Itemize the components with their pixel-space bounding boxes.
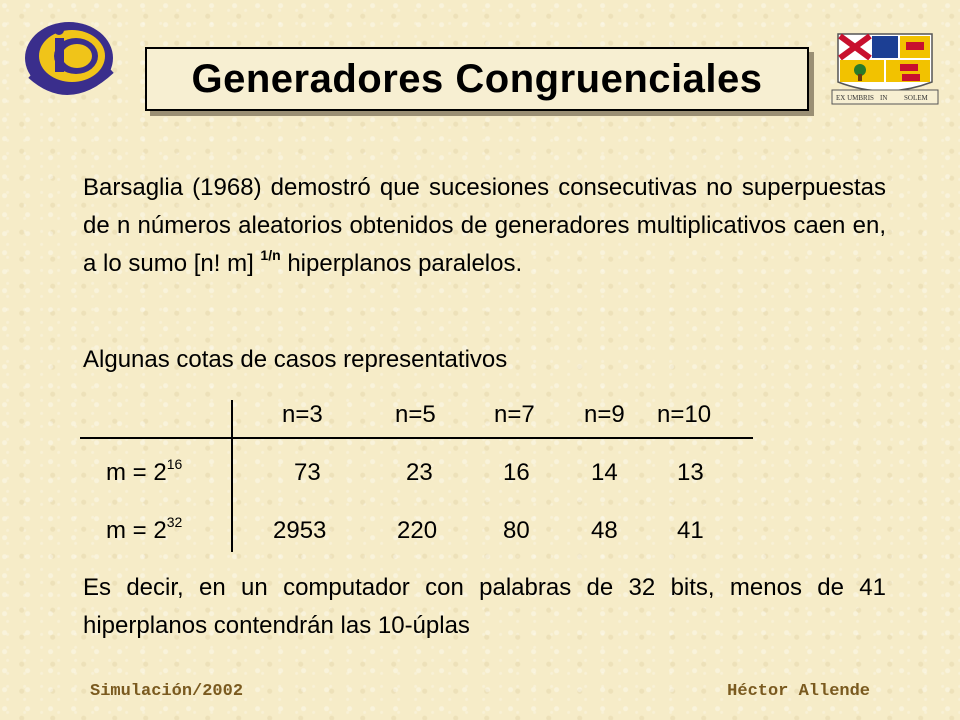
table-vertical-divider [231, 400, 233, 552]
row-label-base: m = 2 [106, 459, 167, 486]
table-cell: 16 [503, 459, 530, 486]
paragraph-barsaglia-tail: hiperplanos paralelos. [287, 250, 523, 277]
table-horizontal-divider [80, 437, 753, 439]
column-header: n=3 [282, 401, 323, 428]
table-cell: 41 [677, 517, 704, 544]
column-header: n=5 [395, 401, 436, 428]
crest-motto-2: IN [880, 94, 888, 102]
table-cell: 80 [503, 517, 530, 544]
column-header: n=7 [494, 401, 535, 428]
table-cell: 220 [397, 517, 438, 544]
footer-author: Héctor Allende [727, 682, 870, 701]
table-cell: 23 [406, 459, 433, 486]
column-header: n=9 [584, 401, 625, 428]
table-cell: 48 [591, 517, 618, 544]
footer-course: Simulación/2002 [90, 682, 244, 701]
row-label [106, 458, 182, 488]
university-crest [830, 30, 940, 110]
table-cell: 14 [591, 459, 618, 486]
table-cell: 2953 [273, 517, 327, 544]
id-logo [22, 16, 116, 100]
row-label-exponent: 16 [166, 456, 183, 472]
row-label-exponent: 32 [166, 514, 183, 530]
slide-title: Generadores Congruenciales [191, 56, 763, 101]
row-label-base: m = 2 [106, 517, 167, 544]
paragraph-barsaglia-exponent: 1/n [260, 247, 281, 263]
crest-motto-3: SOLEM [904, 94, 928, 102]
paragraph-barsaglia-text: Barsaglia (1968) demostró que sucesiones consecutivas no superpuestas de n números aleatorios obtenidos de generadores multiplicativos caen en, a lo sumo [n! m] [83, 174, 886, 277]
crest-motto-1: EX UMBRIS [836, 94, 874, 102]
paragraph-conclusion: Es decir, en un computador con palabras de 32 bits, menos de 41 hiperplanos contendrán las 10-úplas [83, 574, 886, 639]
table-cell: 13 [677, 459, 704, 486]
paragraph-cotas: Algunas cotas de casos representativos [83, 346, 508, 373]
row-label [106, 516, 182, 546]
column-header: n=10 [657, 401, 712, 428]
table-cell: 73 [294, 459, 321, 486]
paragraph-barsaglia [83, 169, 886, 283]
title-box [145, 47, 809, 111]
